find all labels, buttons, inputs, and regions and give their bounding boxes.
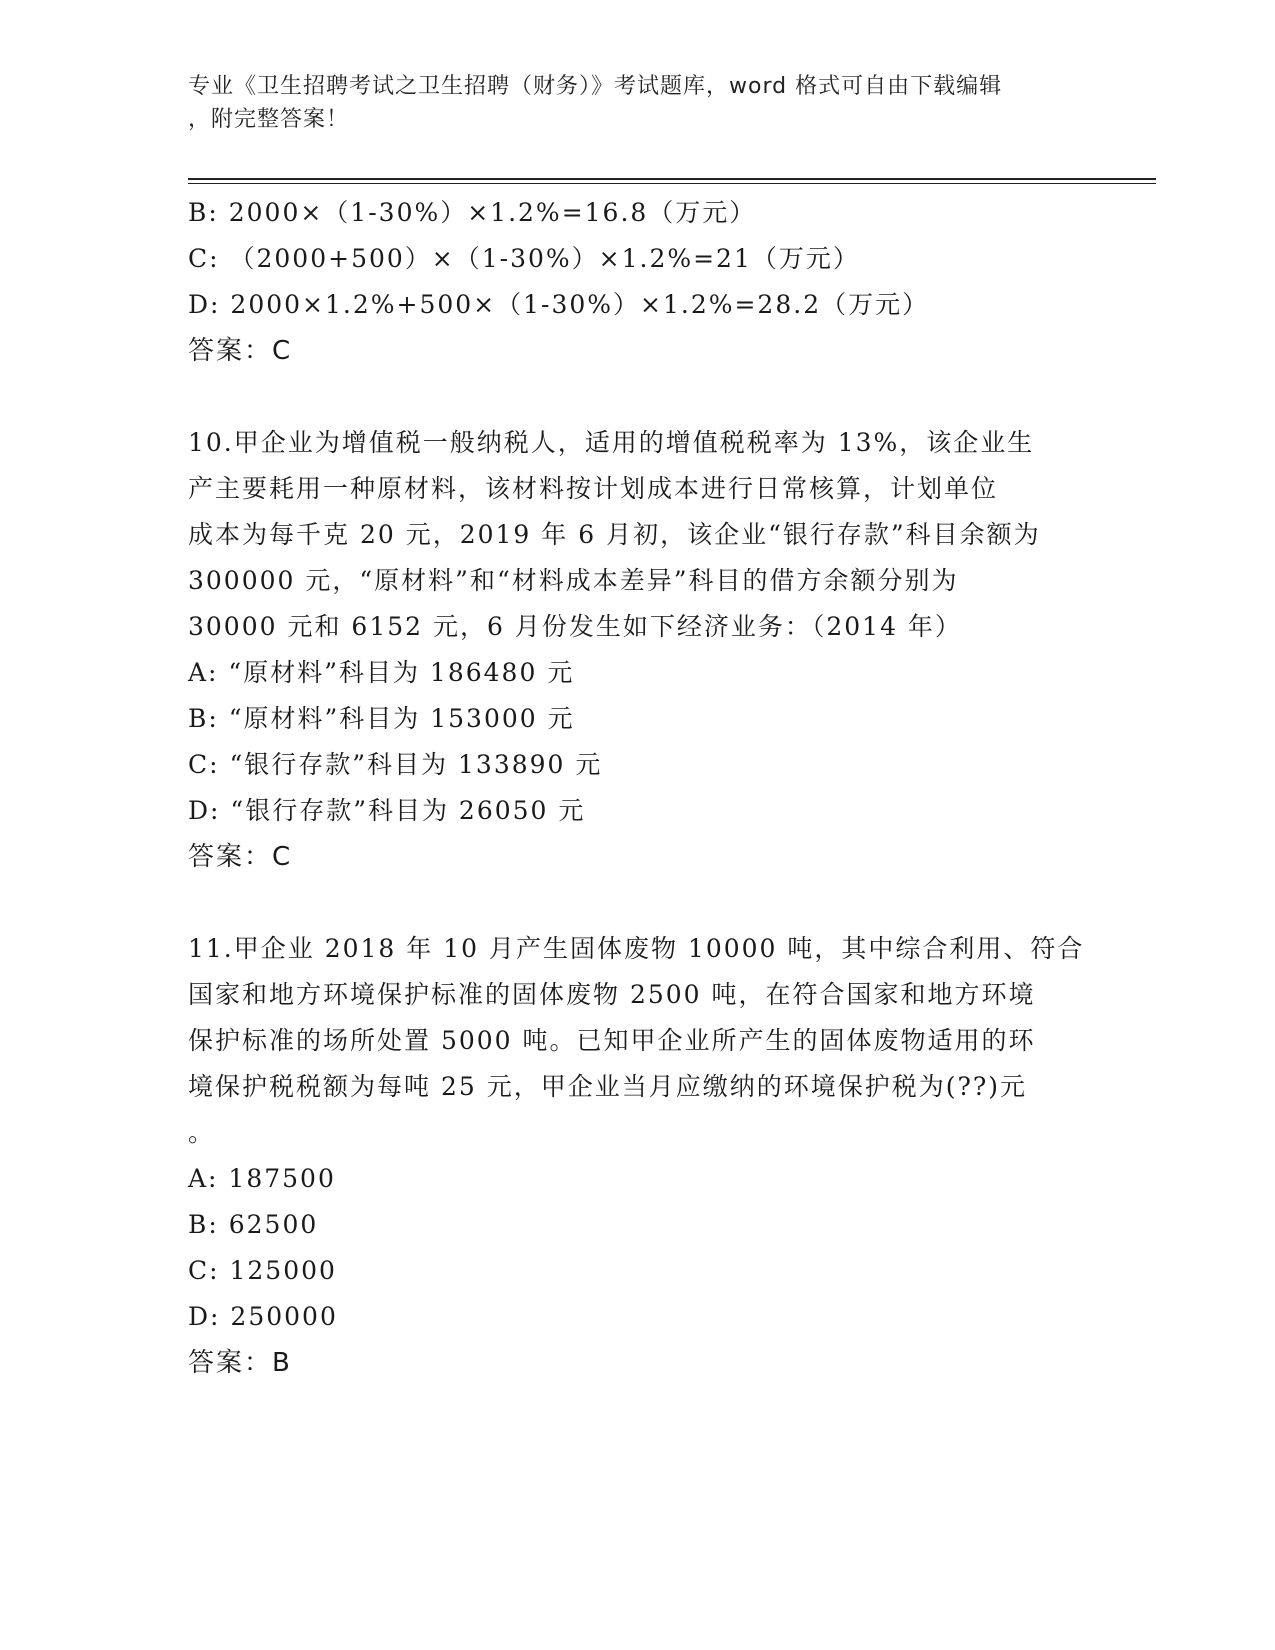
option-b: B: 62500 <box>188 1210 319 1239</box>
question-stem-line: 30000 元和 6152 元，6 月份发生如下经济业务：（2014 年） <box>188 612 962 641</box>
option-c: C: （2000+500）×（1-30%）×1.2%=21（万元） <box>188 244 860 273</box>
option-a: A: 187500 <box>188 1164 336 1193</box>
option-d: D: 2000×1.2%+500×（1-30%）×1.2%=28.2（万元） <box>188 290 930 319</box>
document-header <box>188 70 1088 136</box>
question-stem-line: 。 <box>188 1118 216 1147</box>
answer: 答案：C <box>188 336 293 366</box>
option-b: B: “原材料”科目为 153000 元 <box>188 704 575 733</box>
header-line-2: ，附完整答案！ <box>188 107 350 132</box>
option-b: B: 2000×（1-30%）×1.2%=16.8（万元） <box>188 198 757 227</box>
spacer <box>188 374 1088 420</box>
option-d: D: “银行存款”科目为 26050 元 <box>188 796 586 825</box>
question-stem-line: 产主要耗用一种原材料，该材料按计划成本进行日常核算，计划单位 <box>188 474 999 503</box>
question-stem-line: 保护标准的场所处置 5000 吨。已知甲企业所产生的固体废物适用的环 <box>188 1026 1036 1055</box>
question-stem-line: 11.甲企业 2018 年 10 月产生固体废物 10000 吨，其中综合利用、符合 <box>188 934 1085 963</box>
spacer <box>188 880 1088 926</box>
option-c: C: 125000 <box>188 1256 337 1285</box>
option-a: A: “原材料”科目为 186480 元 <box>188 658 575 687</box>
question-10 <box>188 420 1088 880</box>
question-9-tail <box>188 190 1088 374</box>
answer: 答案：C <box>188 842 293 872</box>
header-line-1: 专业《卫生招聘考试之卫生招聘（财务）》考试题库，word 格式可自由下载编辑 <box>188 74 1003 99</box>
question-stem-line: 10.甲企业为增值税一般纳税人，适用的增值税税率为 13%，该企业生 <box>188 428 1035 457</box>
option-c: C: “银行存款”科目为 133890 元 <box>188 750 603 779</box>
header-rule-thin <box>188 183 1156 184</box>
question-stem-line: 成本为每千克 20 元，2019 年 6 月初，该企业“银行存款”科目余额为 <box>188 520 1041 549</box>
question-stem-line: 300000 元，“原材料”和“材料成本差异”科目的借方余额分别为 <box>188 566 959 595</box>
question-11 <box>188 926 1088 1386</box>
option-d: D: 250000 <box>188 1302 338 1331</box>
answer: 答案：B <box>188 1348 292 1378</box>
question-stem-line: 境保护税税额为每吨 25 元，甲企业当月应缴纳的环境保护税为(??)元 <box>188 1072 1028 1101</box>
question-stem-line: 国家和地方环境保护标准的固体废物 2500 吨，在符合国家和地方环境 <box>188 980 1036 1009</box>
document-body <box>188 190 1088 1386</box>
header-rule-thick <box>188 178 1156 180</box>
